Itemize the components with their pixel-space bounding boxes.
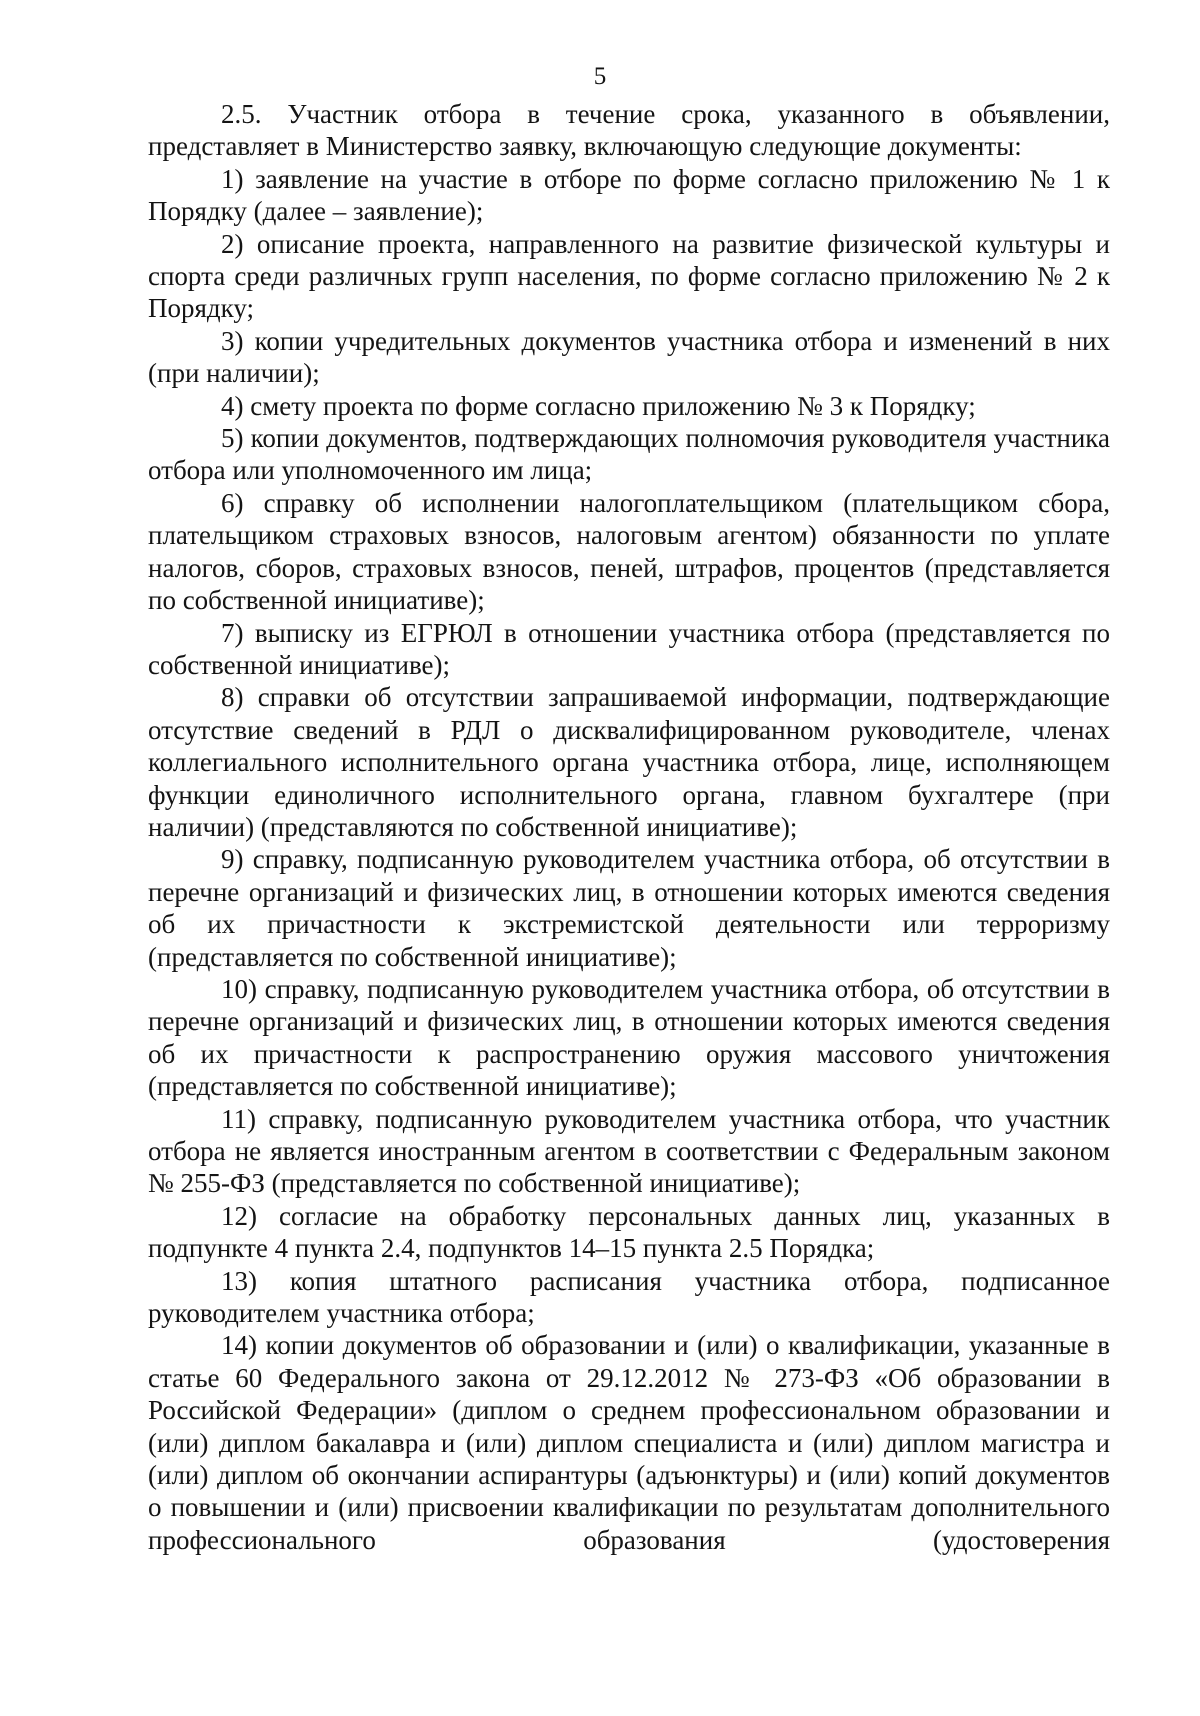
page-number: 5 <box>593 63 607 90</box>
list-item-7: 7) выписку из ЕГРЮЛ в отношении участника отбора (представляется по собственной инициативе); <box>148 617 1110 680</box>
list-item-8: 8) справки об отсутствии запрашиваемой информации, подтверждающие отсутствие сведений в РДЛ о дисквалифицированном руководителе, членах коллегиального исполнительного органа участника отбора, лице, исполняющем функции единоличного исполнительного органа, главном бухгалтере (при наличии) (представляются по собственной инициативе); <box>148 682 1110 842</box>
document-body <box>148 98 1110 1556</box>
list-item-4: 4) смету проекта по форме согласно приложению № 3 к Порядку; <box>221 390 976 421</box>
list-item-10: 10) справку, подписанную руководителем участника отбора, об отсутствии в перечне организаций и физических лиц, в отношении которых имеются сведения об их причастности к распространению оружия массового уничтожения (представляется по собственной инициативе); <box>148 973 1110 1102</box>
list-item-1: 1) заявление на участие в отборе по форме согласно приложению № 1 к Порядку (далее – заявление); <box>148 163 1110 227</box>
list-item-2: 2) описание проекта, направленного на развитие физической культуры и спорта среди различных групп населения, по форме согласно приложению № 2 к Порядку; <box>148 228 1110 324</box>
list-item-3: 3) копии учредительных документов участника отбора и изменений в них (при наличии); <box>148 325 1110 389</box>
list-item-12: 12) согласие на обработку персональных данных лиц, указанных в подпункте 4 пункта 2.4, подпунктов 14–15 пункта 2.5 Порядка; <box>148 1200 1110 1264</box>
list-item-6: 6) справку об исполнении налогоплательщиком (плательщиком сбора, плательщиком страховых взносов, налоговым агентом) обязанности по уплате налогов, сборов, страховых взносов, пеней, штрафов, процентов (представляется по собственной инициативе); <box>148 487 1110 616</box>
list-item-9: 9) справку, подписанную руководителем участника отбора, об отсутствии в перечне организаций и физических лиц, в отношении которых имеются сведения об их причастности к экстремистской деятельности или терроризму (представляется по собственной инициативе); <box>148 844 1110 972</box>
list-item-14: 14) копии документов об образовании и (или) о квалификации, указанные в статье 60 Федерального закона от 29.12.2012 № 273-ФЗ «Об образовании в Российской Федерации» (диплом о среднем профессиональном образовании и (или) диплом бакалавра и (или) диплом специалиста и (или) диплом магистра и (или) диплом об окончании аспирантуры (адъюнктуры) и (или) копий документов о повышении и (или) присвоении квалификации по результатам дополнительного профессионального образования (удостоверения <box>148 1330 1110 1555</box>
list-item-11: 11) справку, подписанную руководителем участника отбора, что участник отбора не является иностранным агентом в соответствии с Федеральным законом № 255-ФЗ (представляется по собственной инициативе); <box>148 1103 1110 1199</box>
paragraph-2-5: 2.5. Участник отбора в течение срока, указанного в объявлении, представляет в Министерство заявку, включающую следующие документы: <box>148 99 1110 162</box>
list-item-5: 5) копии документов, подтверждающих полномочия руководителя участника отбора или уполномоченного им лица; <box>148 423 1110 486</box>
list-item-13: 13) копия штатного расписания участника отбора, подписанное руководителем участника отбора; <box>148 1265 1110 1329</box>
